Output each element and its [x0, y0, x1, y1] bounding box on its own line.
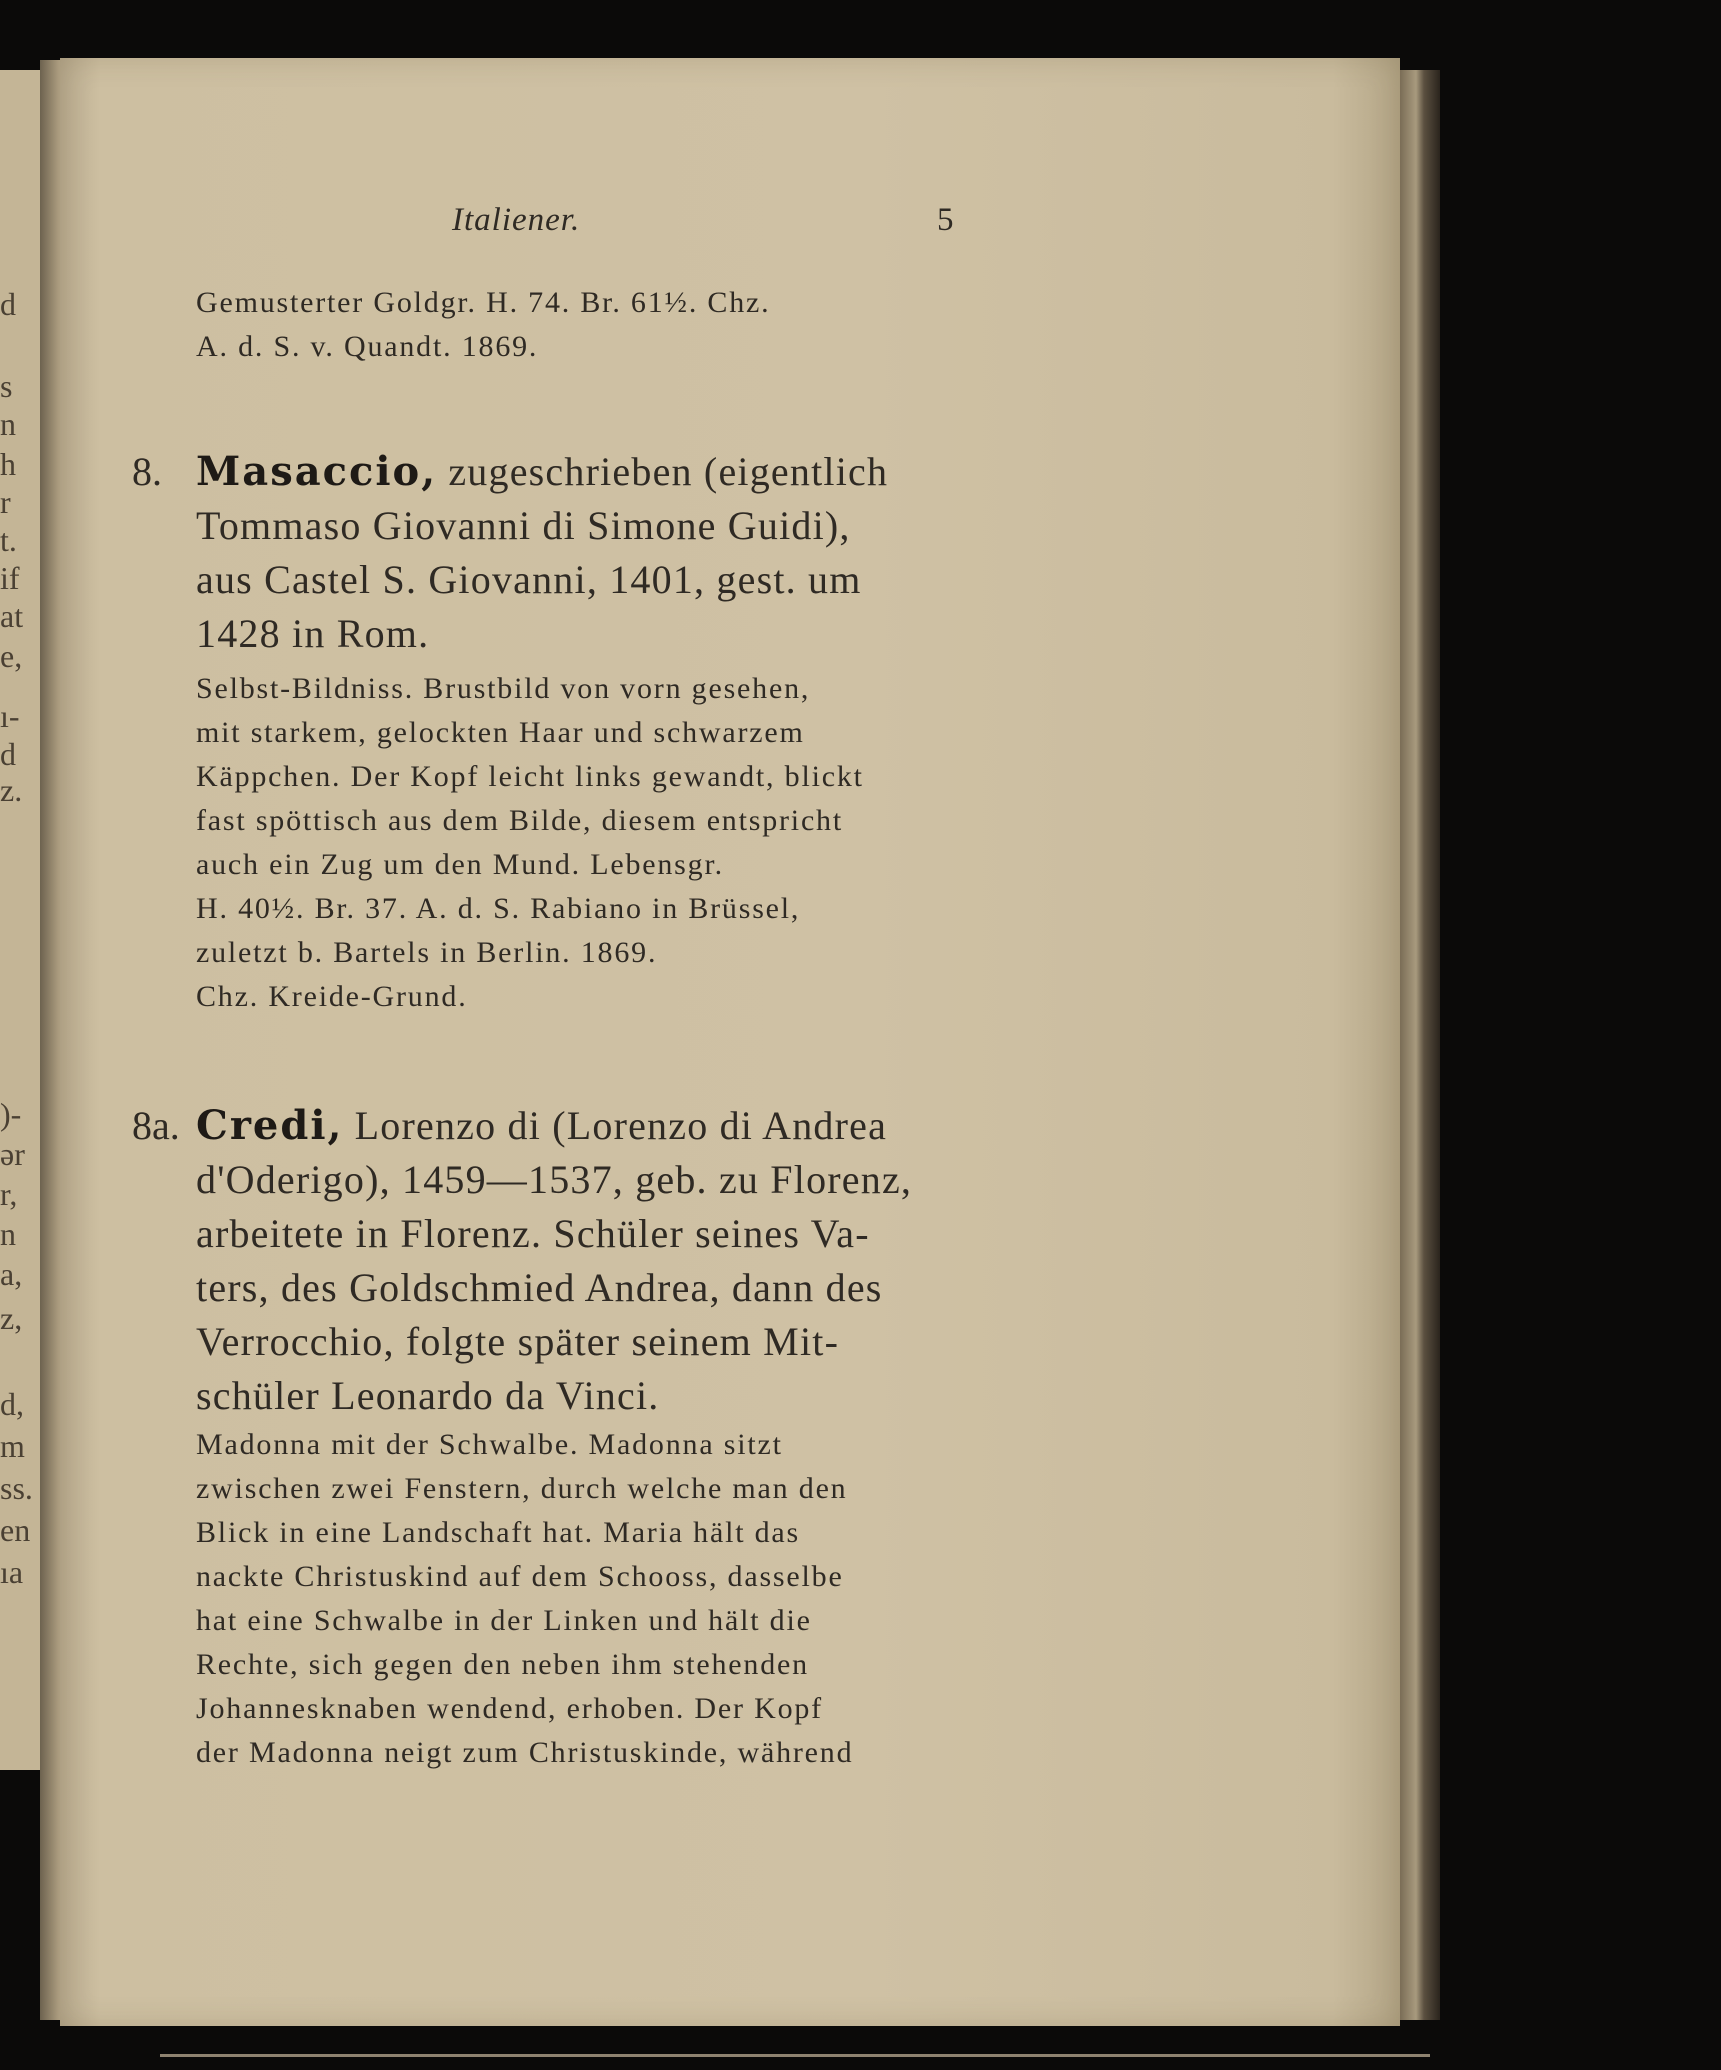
page-stack-edge: [1400, 70, 1440, 2020]
previous-page-fragment: a,: [0, 1256, 23, 1292]
entry-heading-line: arbeitete in Florenz. Schüler seines Va-: [196, 1211, 870, 1256]
entry-heading-line: schüler Leonardo da Vinci.: [196, 1373, 660, 1418]
entry-heading-line: Tommaso Giovanni di Simone Guidi),: [196, 503, 851, 548]
previous-page-fragment: ıa: [0, 1554, 24, 1590]
entry-heading-text: Lorenzo di (Lorenzo di Andrea: [343, 1103, 888, 1148]
entry-heading-line: d'Oderigo), 1459—1537, geb. zu Florenz,: [196, 1157, 913, 1202]
description-line: zuletzt b. Bartels in Berlin. 1869.: [196, 936, 658, 969]
page-number: 5: [937, 202, 954, 238]
description-line: hat eine Schwalbe in der Linken und hält die: [196, 1604, 812, 1637]
previous-page-fragment: ər: [0, 1136, 25, 1172]
entry-heading-line: 1428 in Rom.: [196, 611, 430, 656]
previous-page-fragment: d: [0, 286, 16, 322]
description-line: nackte Christuskind auf dem Schooss, dasselbe: [196, 1560, 844, 1593]
entry-number: 8.: [132, 449, 162, 494]
entry-heading-text: zugeschrieben (eigentlich: [437, 449, 889, 494]
previous-page-fragment: )-: [0, 1096, 22, 1132]
previous-page-fragment: ı-: [0, 698, 20, 734]
previous-page-fragment: r: [0, 484, 11, 520]
entry-heading-line: aus Castel S. Giovanni, 1401, gest. um: [196, 557, 862, 602]
description-line: Johannesknaben wendend, erhoben. Der Kopf: [196, 1692, 823, 1725]
description-line: auch ein Zug um den Mund. Lebensgr.: [196, 848, 724, 881]
entry-heading-line: ters, des Goldschmied Andrea, dann des: [196, 1265, 883, 1310]
description-line: Käppchen. Der Kopf leicht links gewandt, blickt: [196, 760, 864, 793]
previous-page-fragment: d: [0, 736, 16, 772]
description-line: fast spöttisch aus dem Bilde, diesem entspricht: [196, 804, 843, 837]
previous-page-fragment: n: [0, 1216, 16, 1252]
previous-page-fragment: r,: [0, 1176, 18, 1212]
artist-name: Masaccio,: [196, 448, 438, 495]
continuation-line: A. d. S. v. Quandt. 1869.: [196, 330, 539, 363]
entry-heading-line: [196, 1102, 887, 1149]
entry-heading-line: Verrocchio, folgte später seinem Mit-: [196, 1319, 840, 1364]
description-line: H. 40½. Br. 37. A. d. S. Rabiano in Brüssel,: [196, 892, 801, 925]
previous-page-fragment: s: [0, 368, 13, 404]
previous-page-fragment: e,: [0, 638, 23, 674]
description-line: Selbst-Bildniss. Brustbild von vorn gesehen,: [196, 672, 811, 705]
description-line: Rechte, sich gegen den neben ihm stehenden: [196, 1648, 809, 1681]
previous-page-fragment: if: [0, 560, 20, 596]
page-bottom-edge: [160, 2054, 1430, 2057]
running-head-title: Italiener.: [452, 202, 581, 238]
entry-heading-line: [196, 448, 888, 495]
description-line: der Madonna neigt zum Christuskinde, während: [196, 1736, 854, 1769]
description-line: Chz. Kreide-Grund.: [196, 980, 468, 1013]
continuation-line: Gemusterter Goldgr. H. 74. Br. 61½. Chz.: [196, 286, 771, 319]
previous-page-fragment: n: [0, 406, 16, 442]
previous-page-fragment: h: [0, 446, 16, 482]
previous-page-fragment: en: [0, 1512, 31, 1548]
description-line: zwischen zwei Fenstern, durch welche man den: [196, 1472, 848, 1505]
previous-page-fragment: t.: [0, 522, 17, 558]
previous-page-fragment: m: [0, 1428, 25, 1464]
description-line: Madonna mit der Schwalbe. Madonna sitzt: [196, 1428, 783, 1461]
previous-page-fragment: z,: [0, 1300, 23, 1336]
entry-number: 8a.: [132, 1103, 180, 1148]
description-line: Blick in eine Landschaft hat. Maria hält das: [196, 1516, 801, 1549]
previous-page-fragment: at: [0, 598, 24, 634]
previous-page-fragment: z.: [0, 772, 23, 808]
artist-name: Credi,: [196, 1102, 344, 1149]
previous-page-fragment: d,: [0, 1386, 24, 1422]
previous-page-fragment: ss.: [0, 1470, 33, 1506]
description-line: mit starkem, gelockten Haar und schwarzem: [196, 716, 805, 749]
